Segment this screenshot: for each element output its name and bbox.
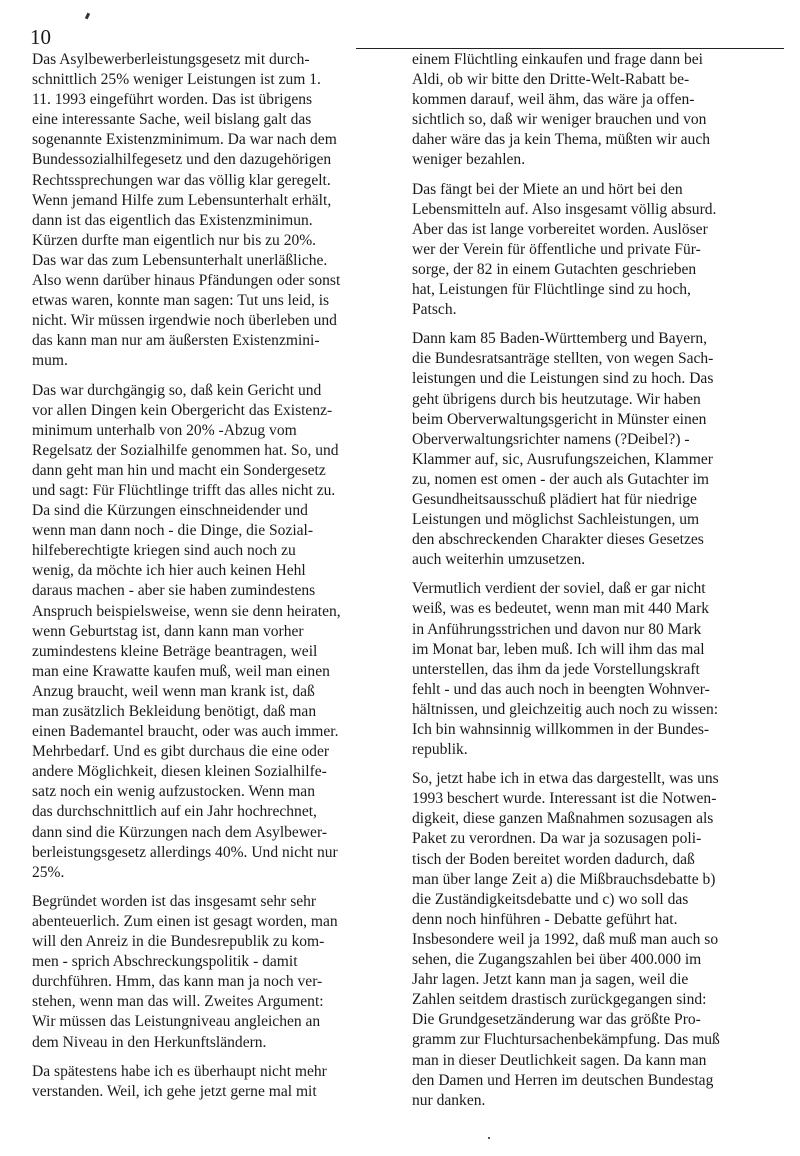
text-line: die Bundesratsanträge stellten, von wegen Sach- [412,350,714,368]
text-line: andere Möglichkeit, diesen kleinen Sozialhilfe- [32,763,327,781]
text-line: man eine Krawatte kaufen muß, weil man einen [32,662,330,680]
text-line: Ich bin wahnsinnig willkommen in der Bundes- [412,721,710,738]
text-line: Insbesondere weil ja 1992, daß muß man auch so [412,930,719,948]
text-line: hat, Leistungen für Flüchtlinge sind zu hoch, [412,281,691,299]
text-line: dann geht man hin und macht ein Sondergesetz [32,461,326,479]
text-line: etwas waren, konnte man sagen: Tut uns leid, is [32,292,330,310]
text-line: Mehrbedarf. Und es gibt durchaus die eine oder [32,743,330,761]
text-line: Bundessozialhilfegesetz und den dazugehörigen [32,151,332,169]
text-line: digkeit, diese ganzen Maßnahmen sozusagen als [412,810,714,828]
text-line: Begründet worden ist das insgesamt sehr sehr [32,892,317,910]
paragraph [412,579,764,760]
text-line: Da sind die Kürzungen einschneidender und [32,502,308,520]
scan-speck [85,13,90,20]
text-line: verstanden. Weil, ich gehe jetzt gerne mal mit [32,1082,317,1100]
text-line: Jahr lagen. Jetzt kann man ja sagen, weil die [412,971,689,989]
text-line: So, jetzt habe ich in etwa das dargestellt, was uns [412,770,719,788]
text-line: Dann kam 85 Baden-Württemberg und Bayern, [412,330,708,348]
text-line: weiß, was es bedeutet, wenn man mit 440 Mark [412,600,710,618]
text-line: mum. [32,352,68,370]
text-line: men - sprich Abschreckungspolitik - damit [32,953,298,971]
paragraph [412,329,764,570]
text-line: Aber das ist lange vorbereitet worden. Auslöser [412,220,708,238]
text-line: dem Niveau in den Herkunftsländern. [32,1033,267,1051]
text-line: Zahlen seitdem drastisch zurückgegangen sind: [412,991,707,1009]
text-line: Aldi, ob wir bitte den Dritte-Welt-Rabatt be- [412,71,690,89]
paragraph [32,381,384,883]
text-line: hältnissen, und gleichzeitig auch noch zu wissen: [412,700,719,718]
text-line: sichtlich so, daß wir weniger brauchen und von [412,111,707,129]
left-column [32,50,384,1111]
text-line: 1993 beschert wurde. Interessant ist die Notwen- [412,790,717,808]
text-line: hilfeberechtigte kriegen sind auch noch zu [32,542,296,560]
scan-dot [488,1137,490,1139]
text-line: den abschreckenden Charakter dieses Gesetzes [412,531,704,549]
text-line: daraus machen - aber sie haben zumindestens [32,582,316,600]
text-line: auch weiterhin umzusetzen. [412,551,586,569]
text-line: fehlt - und das auch noch in beengten Wohnver- [412,680,710,698]
text-line: man zusätzlich Bekleidung benötigt, daß man [32,703,317,720]
text-line: dann ist das eigentlich das Existenzminimun. [32,211,313,229]
text-line: schnittlich 25% weniger Leistungen ist zum 1. [32,71,321,89]
text-line: sogenannte Existenzminimum. Da war nach dem [32,131,337,149]
text-line: Oberverwaltungsrichter namens (?Deibel?) - [412,430,690,448]
text-line: stehen, wenn man das will. Zweites Argument: [32,993,324,1011]
text-line: Das war durchgängig so, daß kein Gericht und [32,381,322,399]
text-line: leistungen und die Leistungen sind zu hoch. Das [412,370,714,388]
text-line: zumindestens kleine Beträge beantragen, weil [32,642,318,660]
text-line: wenn man dann noch - die Dinge, die Sozial- [32,522,314,540]
text-line: beim Oberverwaltungsgericht in Münster einen [412,410,707,428]
text-line: Gesundheitsausschuß plädiert hat für niedrige [412,490,697,508]
text-line: wenn Geburtstag ist, dann kann man vorher [32,622,304,640]
header-rule [356,48,784,49]
paragraph [32,892,384,1053]
text-line: man über lange Zeit a) die Mißbrauchsdebatte b) [412,870,716,888]
text-line: will den Anreiz in die Bundesrepublik zu kom- [32,933,325,951]
text-line: sorge, der 82 in einem Gutachten geschrieben [412,260,697,278]
text-line: Anzug braucht, weil wenn man krank ist, daß [32,682,315,700]
text-line: eine interessante Sache, weil bislang galt das [32,111,312,129]
text-line: geht übrigens durch bis heutzutage. Wir haben [412,390,701,408]
text-line: 11. 1993 eingeführt worden. Das ist übrigens [32,91,313,109]
text-line: Also wenn darüber hinaus Pfändungen oder sonst [32,272,341,290]
text-line: weniger bezahlen. [412,151,526,169]
text-line: tisch der Boden bereitet worden dadurch, daß [412,850,695,868]
text-line: Das fängt bei der Miete an und hört bei den [412,180,683,198]
text-line: durchführen. Hmm, das kann man ja noch ver- [32,973,323,991]
paragraph [32,50,384,372]
text-line: die Zuständigkeitsdebatte und c) wo soll das [412,890,689,908]
text-line: sehen, die Zugangszahlen bei über 400.000 im [412,951,702,969]
text-line: nicht. Wir müssen irgendwie noch überleben und [32,312,337,330]
right-column [412,50,764,1120]
text-line: einem Flüchtling einkaufen und frage dann bei [412,51,703,68]
text-line: einen Bademantel braucht, oder was auch immer. [32,723,339,741]
text-line: Paket zu verordnen. Da war ja sozusagen poli- [412,830,702,848]
text-line: berleistungsgesetz allerdings 40%. Und nicht nur [32,843,338,861]
paragraph [32,1062,384,1102]
text-line: abenteuerlich. Zum einen ist gesagt worden, man [32,912,338,930]
text-line: gramm zur Fluchtursachenbekämpfung. Das muß [412,1031,720,1049]
text-line: unterstellen, das ihm da jede Vorstellungskraft [412,660,700,678]
text-line: dann sind die Kürzungen nach dem Asylbewer- [32,823,327,841]
text-line: Lebensmitteln auf. Also insgesamt völlig absurd. [412,200,717,218]
text-line: zu, nomen est omen - der auch als Gutachter im [412,470,710,488]
text-line: Vermutlich verdient der soviel, daß er gar nicht [412,580,706,598]
text-line: daher wäre das ja kein Thema, müßten wir auch [412,131,711,149]
text-line: Rechtssprechungen war das völlig klar geregelt. [32,171,331,189]
text-line: Wir müssen das Leistungniveau angleichen an [32,1013,321,1031]
text-line: Patsch. [412,301,457,319]
text-line: Leistungen und möglichst Sachleistungen, um [412,511,700,529]
text-line: Da spätestens habe ich es überhaupt nicht mehr [32,1062,327,1080]
text-line: Das war das zum Lebensunterhalt unerläßliche. [32,251,328,269]
text-line: das kann man nur am äußersten Existenzmini- [32,332,320,350]
text-line: im Monat bar, leben muß. Ich will ihm das mal [412,640,705,658]
text-line: satz noch ein wenig aufzustocken. Wenn man [32,783,315,801]
text-line: den Damen und Herren im deutschen Bundestag [412,1071,714,1089]
text-line: wer der Verein für öffentliche und private Für- [412,240,701,258]
text-line: Anspruch beispielsweise, wenn sie denn heiraten, [32,602,341,620]
text-line: in Anführungsstrichen und davon nur 80 Mark [412,620,702,638]
text-line: kommen darauf, weil ähm, das wäre ja offen- [412,91,695,109]
text-line: republik. [412,741,468,759]
text-line: nur danken. [412,1091,486,1109]
text-line: Wenn jemand Hilfe zum Lebensunterhalt erhält, [32,191,332,209]
paragraph [412,180,764,321]
text-line: denn noch hinführen - Debatte geführt hat. [412,910,678,928]
text-line: Regelsatz der Sozialhilfe genommen hat. So, und [32,441,339,459]
text-line: man in dieser Deutlichkeit sagen. Da kann man [412,1051,707,1069]
text-line: Das Asylbewerberleistungsgesetz mit durch- [32,51,310,68]
text-line: wenig, da möchte ich hier auch keinen Hehl [32,562,306,580]
text-line: Kürzen durfte man eigentlich nur bis zu 20%. [32,231,317,249]
text-line: vor allen Dingen kein Obergericht das Existenz- [32,401,333,419]
text-line: minimum unterhalb von 20% -Abzug vom [32,421,297,439]
text-line: das durchschnittlich auf ein Jahr hochrechnet, [32,803,317,821]
text-line: Die Grundgesetzänderung war das größte Pro- [412,1011,701,1029]
text-line: 25%. [32,863,65,881]
paragraph [412,769,764,1111]
paragraph [412,50,764,171]
page-number: 10 [30,25,51,49]
text-line: Klammer auf, sic, Ausrufungszeichen, Klammer [412,450,713,468]
text-line: und sagt: Für Flüchtlinge trifft das alles nicht zu. [32,481,336,499]
